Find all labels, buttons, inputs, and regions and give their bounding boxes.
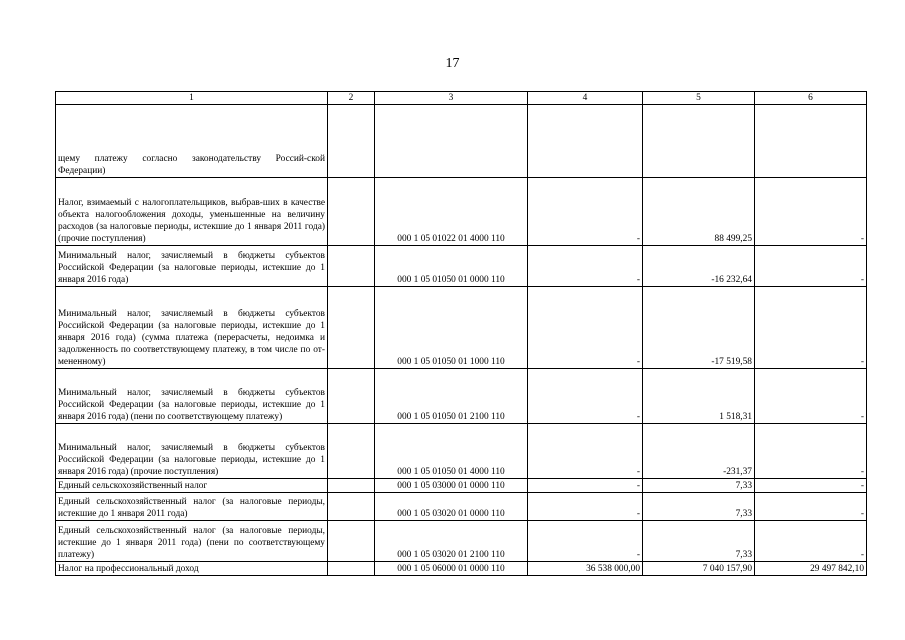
budget-table [55,91,867,576]
table-row [56,246,867,287]
row-remaining: - [755,287,867,369]
row-remaining: - [755,246,867,287]
column-header: 1 [56,92,328,105]
column-header: 5 [643,92,755,105]
row-approved: - [528,521,643,562]
row-approved: - [528,479,643,493]
row-col2 [328,369,375,424]
table-row [56,479,867,493]
row-col2 [328,246,375,287]
table-row [56,424,867,479]
row-executed: -16 232,64 [643,246,755,287]
table-row [56,493,867,521]
row-executed: -231,37 [643,424,755,479]
table-row [56,521,867,562]
row-name: Единый сельскохозяйственный налог (за налоговые периоды, истекшие до 1 января 2011 года) (пени по соответствующему платежу) [56,521,328,562]
row-approved: - [528,178,643,246]
row-remaining: - [755,493,867,521]
row-code: 000 1 05 03020 01 0000 110 [375,493,528,521]
row-code: 000 1 05 01050 01 2100 110 [375,369,528,424]
row-remaining: - [755,521,867,562]
row-col2 [328,178,375,246]
row-remaining: - [755,479,867,493]
row-approved: - [528,424,643,479]
row-col2 [328,424,375,479]
row-executed: 88 499,25 [643,178,755,246]
row-col2 [328,562,375,576]
row-executed [643,105,755,178]
row-code: 000 1 05 06000 01 0000 110 [375,562,528,576]
column-header: 4 [528,92,643,105]
row-approved [528,105,643,178]
column-header: 3 [375,92,528,105]
row-executed: 7,33 [643,479,755,493]
row-approved: - [528,287,643,369]
row-code: 000 1 05 01022 01 4000 110 [375,178,528,246]
row-name: Единый сельскохозяйственный налог (за налоговые периоды, истекшие до 1 января 2011 года) [56,493,328,521]
row-remaining: - [755,178,867,246]
row-code: 000 1 05 03020 01 2100 110 [375,521,528,562]
row-code [375,105,528,178]
row-col2 [328,521,375,562]
row-name: щему платежу согласно законодательству Россий-ской Федерации) [56,105,328,178]
table-row [56,287,867,369]
table-header-row [56,92,867,105]
row-executed: 7,33 [643,521,755,562]
column-header: 6 [755,92,867,105]
row-col2 [328,287,375,369]
row-executed: -17 519,58 [643,287,755,369]
table-row [56,178,867,246]
table-row [56,105,867,178]
row-remaining [755,105,867,178]
row-name: Минимальный налог, зачисляемый в бюджеты субъектов Российской Федерации (за налоговые периоды, истекшие до 1 января 2016 года) (прочие поступления) [56,424,328,479]
row-col2 [328,493,375,521]
row-remaining: - [755,369,867,424]
row-name: Налог на профессиональный доход [56,562,328,576]
row-name: Единый сельскохозяйственный налог [56,479,328,493]
page-number: 17 [445,56,460,71]
row-name: Минимальный налог, зачисляемый в бюджеты субъектов Российской Федерации (за налоговые периоды, истекшие до 1 января 2016 года) (пени по соответствующему платежу) [56,369,328,424]
table-row [56,369,867,424]
row-remaining: 29 497 842,10 [755,562,867,576]
row-name: Минимальный налог, зачисляемый в бюджеты субъектов Российской Федерации (за налоговые периоды, истекшие до 1 января 2016 года) (сумма платежа (перерасчеты, недоимка и задолженность по соответствующему платежу, в том числе по от-мененному) [56,287,328,369]
table-row [56,562,867,576]
row-approved: 36 538 000,00 [528,562,643,576]
row-approved: - [528,493,643,521]
row-approved: - [528,369,643,424]
row-code: 000 1 05 01050 01 4000 110 [375,424,528,479]
row-name: Налог, взимаемый с налогоплательщиков, выбрав-ших в качестве объекта налогообложения доходы, уменьшенные на величину расходов (за налоговые периоды, истекшие до 1 января 2011 года) (прочие поступления) [56,178,328,246]
row-executed: 7,33 [643,493,755,521]
row-approved: - [528,246,643,287]
row-executed: 1 518,31 [643,369,755,424]
row-code: 000 1 05 01050 01 0000 110 [375,246,528,287]
row-name: Минимальный налог, зачисляемый в бюджеты субъектов Российской Федерации (за налоговые периоды, истекшие до 1 января 2016 года) [56,246,328,287]
row-remaining: - [755,424,867,479]
row-code: 000 1 05 01050 01 1000 110 [375,287,528,369]
column-header: 2 [328,92,375,105]
row-col2 [328,479,375,493]
row-code: 000 1 05 03000 01 0000 110 [375,479,528,493]
row-col2 [328,105,375,178]
row-executed: 7 040 157,90 [643,562,755,576]
